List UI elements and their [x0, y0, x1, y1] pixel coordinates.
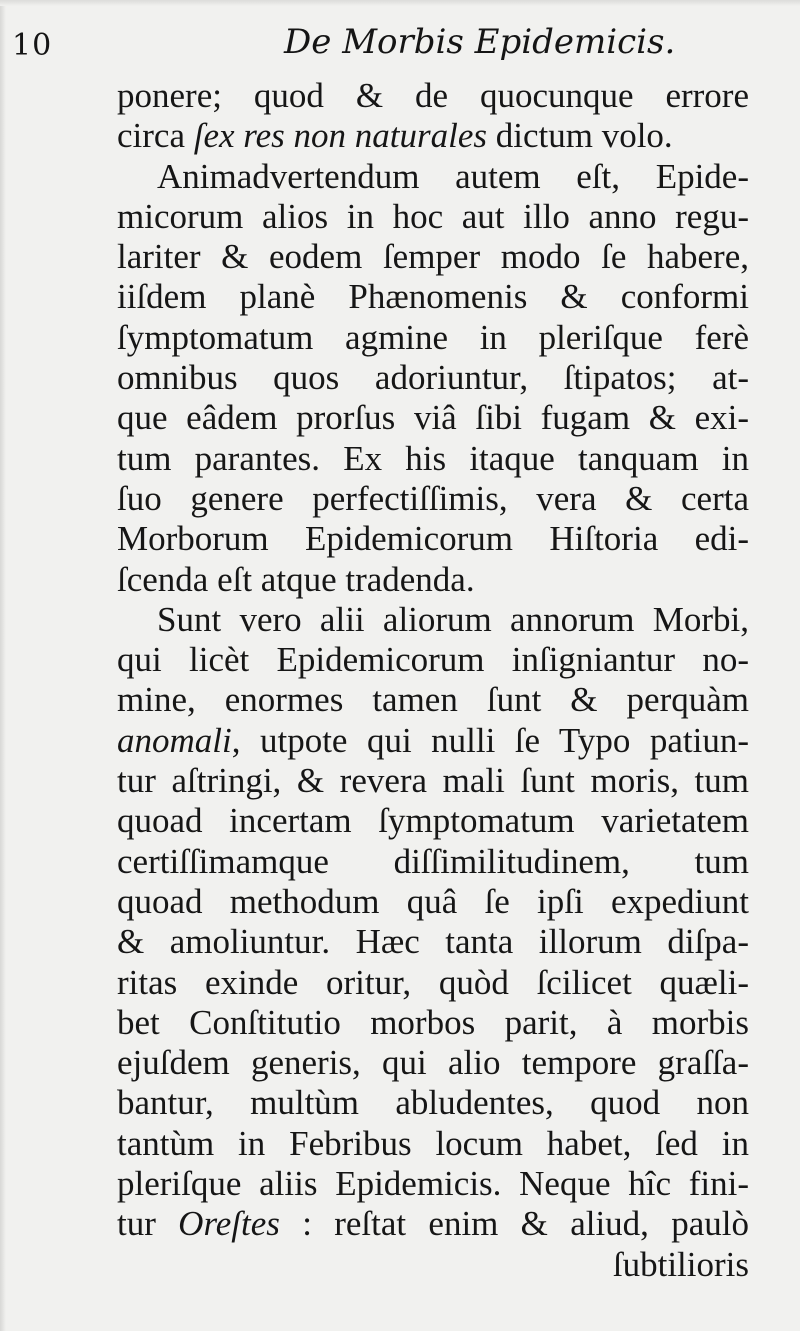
text-segment: certiſſimamque diſſimilitudinem, tum [117, 841, 749, 881]
text-line [117, 519, 749, 559]
text-line [117, 398, 749, 438]
text-line [117, 237, 749, 277]
text-line [117, 439, 749, 479]
text-segment: ponere; quod & de quocunque errore [117, 76, 749, 115]
text-segment: quoad methodum quâ ſe ipſi expediunt [117, 881, 749, 921]
text-line [117, 842, 749, 882]
text-segment: ſuo genere perfectiſſimis, vera & certa [117, 478, 749, 518]
text-segment-italic: Oreſtes [178, 1204, 280, 1244]
page-number: 10 [12, 28, 53, 63]
text-segment: : reſtat enim & aliud, paulò [279, 1204, 749, 1244]
text-line [117, 277, 749, 317]
text-line [117, 922, 749, 962]
text-segment: ſubtilioris [612, 1244, 749, 1284]
text-segment: tur [117, 1204, 179, 1244]
text-line [117, 1164, 749, 1204]
text-line [117, 882, 749, 922]
text-line [117, 1043, 749, 1083]
text-line [117, 76, 749, 116]
text-segment: & amoliuntur. Hæc tanta illorum diſpa- [117, 922, 749, 962]
text-segment: Morborum Epidemicorum Hiſtoria edi- [117, 519, 749, 559]
text-segment: mine, enormes tamen ſunt & perquàm [117, 680, 749, 720]
text-segment: ejuſdem generis, qui alio tempore graſſa- [117, 1043, 749, 1083]
text-line [117, 963, 749, 1003]
text-line [117, 721, 749, 761]
text-segment: , utpote qui nulli ſe Typo patiun- [231, 720, 749, 760]
text-line [117, 801, 749, 841]
text-segment: tantùm in Febribus locum habet, ſed in [117, 1123, 749, 1163]
scan-edge-left [0, 0, 6, 1331]
text-segment: circa [117, 116, 194, 156]
text-line [117, 1083, 749, 1123]
running-head: De Morbis Epidemicis. [284, 22, 676, 62]
text-segment: pleriſque aliis Epidemicis. Neque hîc fini- [117, 1164, 749, 1204]
text-segment: lariter & eodem ſemper modo ſe habere, [117, 237, 749, 277]
body-text [117, 76, 749, 1285]
text-segment-italic: anomali [117, 720, 232, 760]
scan-edge-top [0, 0, 800, 6]
text-segment: bantur, multùm abludentes, quod non [117, 1083, 749, 1123]
text-segment: micorum alios in hoc aut illo anno regu- [117, 196, 749, 236]
text-line [117, 680, 749, 720]
text-segment: iiſdem planè Phænomenis & conformi [117, 277, 749, 317]
text-line [117, 157, 749, 197]
text-line [117, 1124, 749, 1164]
text-segment-italic: ſex res non naturales [193, 116, 487, 156]
text-line [117, 116, 749, 156]
text-line [117, 640, 749, 680]
text-segment: Sunt vero alii aliorum annorum Morbi, [157, 599, 749, 639]
text-line [117, 358, 749, 398]
text-line [117, 1003, 749, 1043]
text-segment: Animadvertendum autem eſt, Epide- [157, 156, 749, 196]
text-line [117, 479, 749, 519]
text-line [117, 1204, 749, 1244]
text-segment: ritas exinde oritur, quòd ſcilicet quæli- [117, 962, 749, 1002]
text-segment: quoad incertam ſymptomatum varietatem [117, 801, 749, 841]
text-segment: omnibus quos adoriuntur, ſtipatos; at- [117, 358, 749, 398]
text-segment: bet Conſtitutio morbos parit, à morbis [117, 1002, 749, 1042]
text-line [117, 761, 749, 801]
text-line [117, 560, 749, 600]
text-line [117, 600, 749, 640]
text-segment: ſcenda eſt atque tradenda. [117, 559, 475, 599]
text-line [117, 197, 749, 237]
text-line [117, 1245, 749, 1285]
text-segment: que eâdem prorſus viâ ſibi fugam & exi- [117, 398, 749, 438]
text-segment: tum parantes. Ex his itaque tanquam in [117, 438, 749, 478]
text-line [117, 318, 749, 358]
text-segment: qui licèt Epidemicorum inſigniantur no- [117, 640, 749, 680]
text-segment: ſymptomatum agmine in pleriſque ferè [117, 317, 749, 357]
text-segment: dictum volo. [486, 116, 673, 156]
text-segment: tur aſtringi, & revera mali ſunt moris, tum [117, 761, 749, 801]
